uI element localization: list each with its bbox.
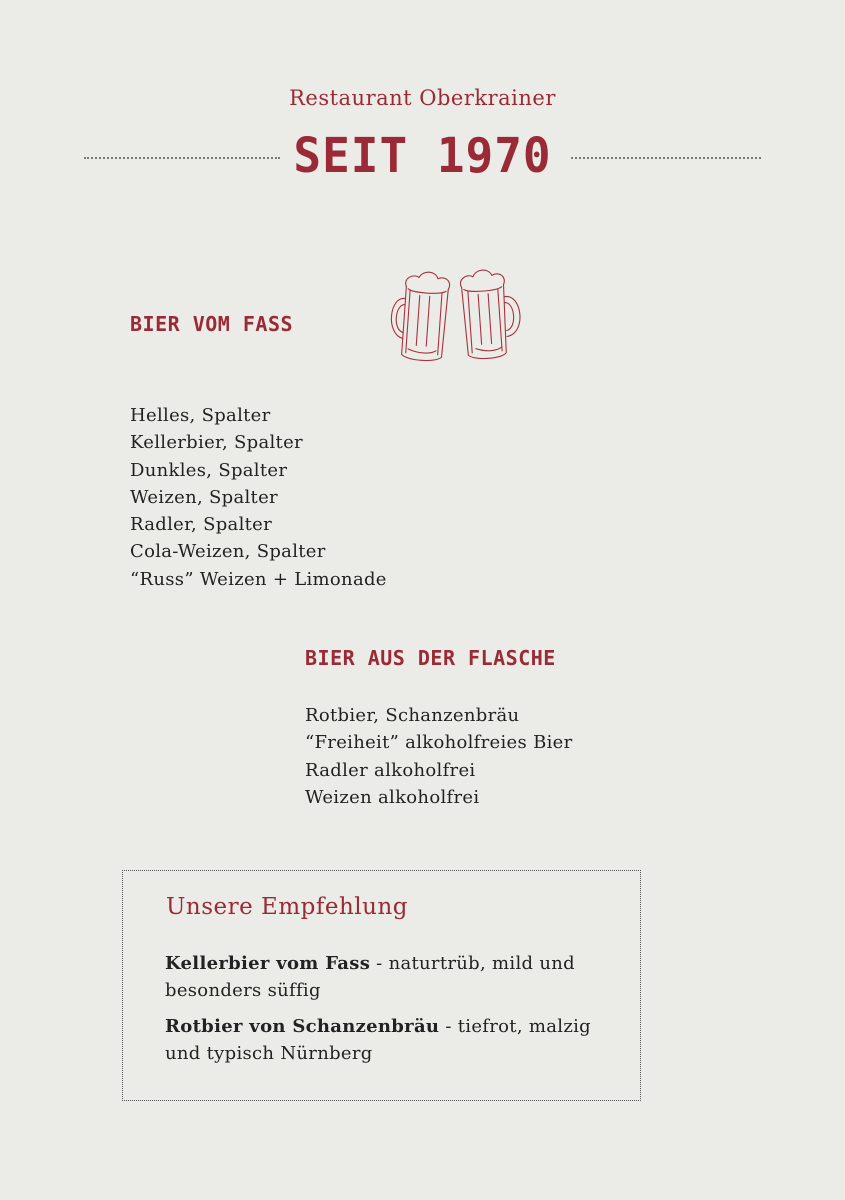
recommendation-item-description: - naturtrüb, mild und besonders süffig — [165, 953, 575, 1001]
list-item: Helles, Spalter — [130, 405, 271, 426]
section-heading-draft: BIER VOM FASS — [130, 312, 294, 336]
draft-beer-list — [130, 402, 387, 593]
list-item: Radler alkoholfrei — [305, 759, 476, 781]
list-item: Weizen alkoholfrei — [305, 786, 480, 808]
list-item: “Russ” Weizen + Limonade — [130, 568, 387, 590]
list-item: Weizen, Spalter — [130, 486, 278, 508]
section-heading-bottled: BIER AUS DER FLASCHE — [305, 646, 556, 670]
list-item: Dunkles, Spalter — [130, 459, 288, 481]
recommendation-item — [165, 950, 605, 1004]
recommendation-item — [165, 1013, 605, 1067]
list-item: “Freiheit” alkoholfreies Bier — [305, 732, 573, 754]
recommendation-item-name: Rotbier von Schanzenbräu — [165, 1016, 440, 1037]
list-item: Rotbier, Schanzenbräu — [305, 705, 520, 726]
list-item: Cola-Weizen, Spalter — [130, 541, 326, 563]
since-title: SEIT 1970 — [293, 126, 552, 184]
bottled-beer-list — [305, 702, 573, 811]
recommendation-item-name: Kellerbier vom Fass — [165, 953, 371, 974]
list-item: Radler, Spalter — [130, 514, 273, 536]
list-item: Kellerbier, Spalter — [130, 432, 303, 454]
beer-mugs-icon — [380, 266, 532, 368]
restaurant-name: Restaurant Oberkrainer — [289, 86, 556, 110]
divider-right — [571, 157, 761, 159]
recommendation-title: Unsere Empfehlung — [166, 894, 408, 920]
recommendation-item-description: - tiefrot, malzig und typisch Nürnberg — [165, 1016, 591, 1064]
